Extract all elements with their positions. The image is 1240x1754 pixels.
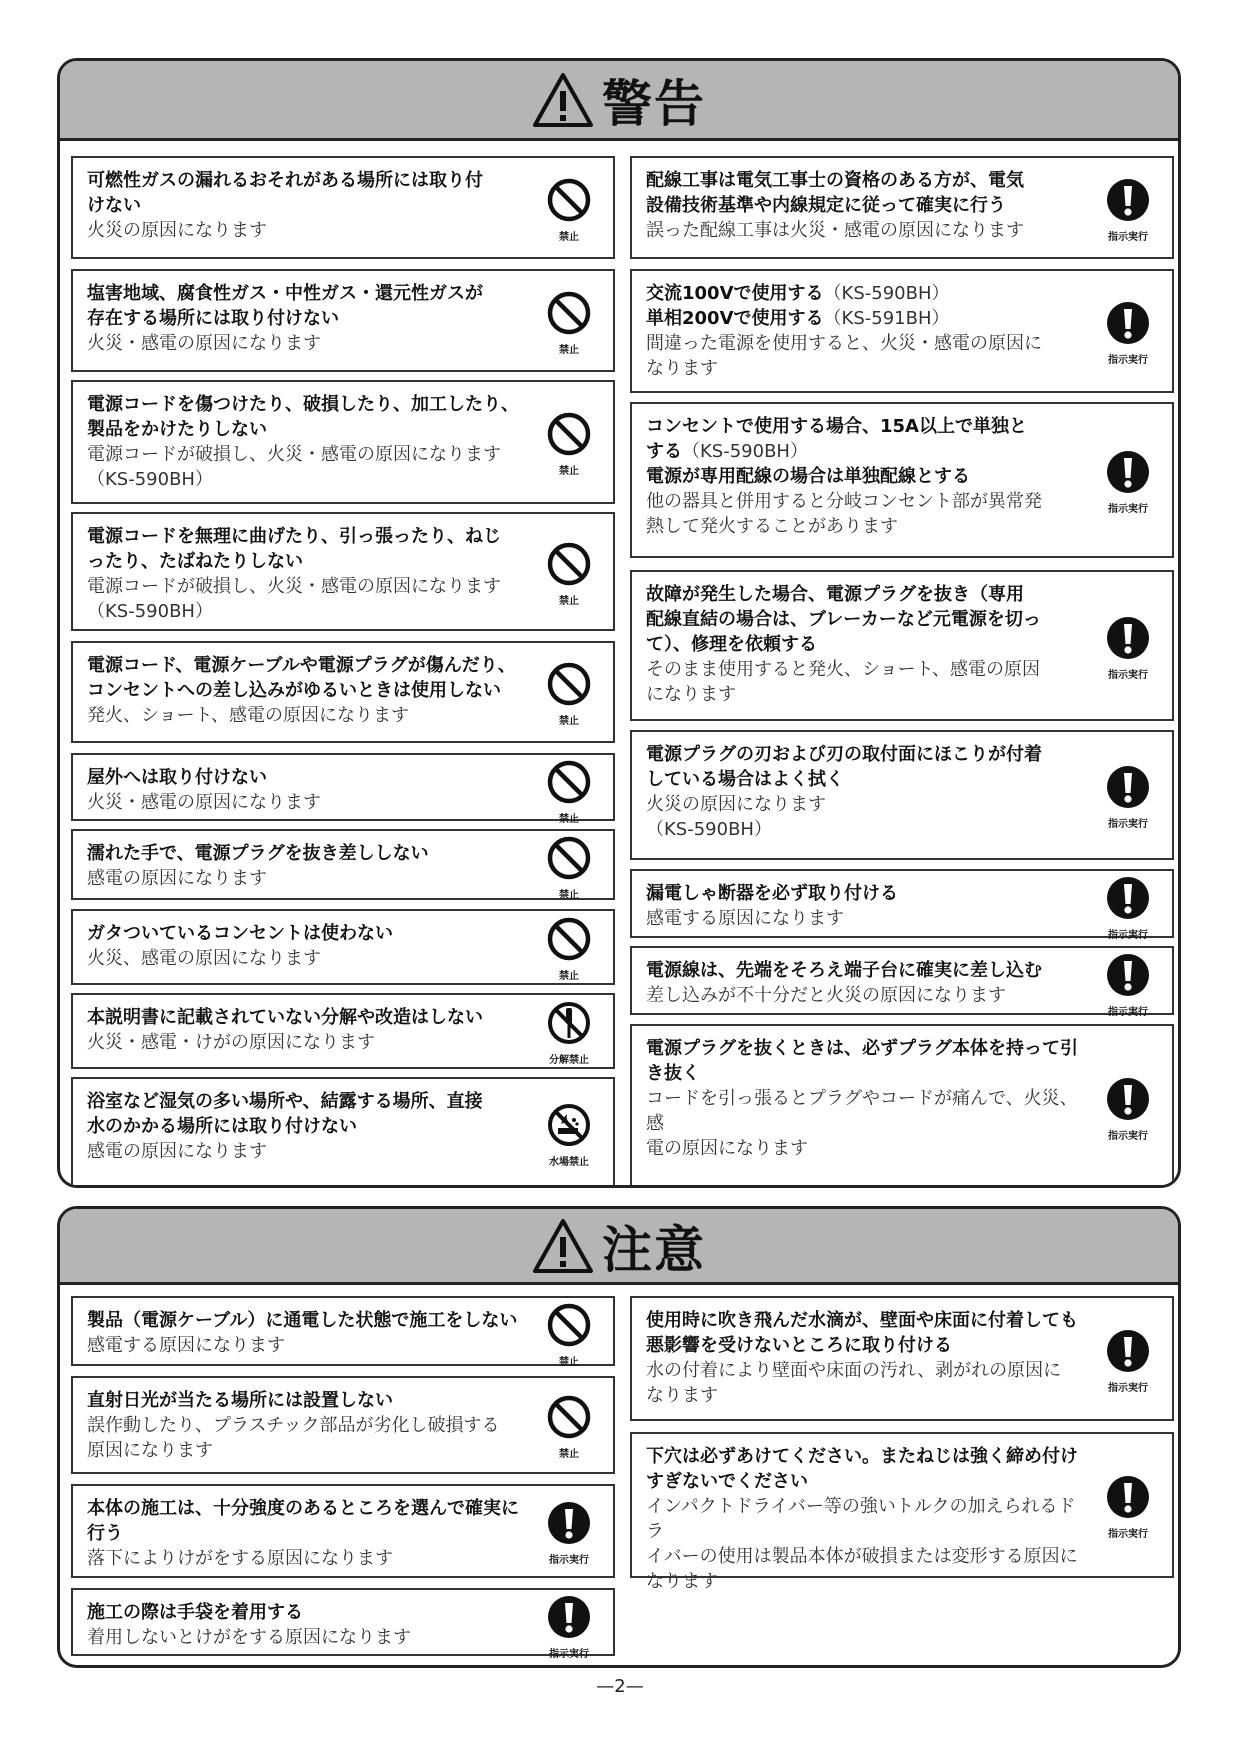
item-heading-text: している場合はよく拭く	[646, 769, 844, 790]
warning-item	[71, 829, 615, 900]
warning-item	[630, 156, 1174, 259]
symbol-label: 水場禁止	[549, 1156, 589, 1168]
instruction-icon	[1105, 615, 1151, 665]
item-text	[87, 168, 525, 243]
warning-item	[71, 753, 615, 825]
item-description: になります	[646, 684, 736, 705]
item-heading-text: 屋外へは取り付けない	[87, 767, 267, 788]
symbol-label: 分解禁止	[549, 1055, 589, 1066]
item-heading-text: 漏電しゃ断器を必ず取り付ける	[646, 883, 898, 904]
caution-header	[60, 1209, 1178, 1285]
instruction-icon	[1105, 449, 1151, 499]
prohibition-icon	[546, 661, 592, 711]
symbol-label: 禁止	[559, 466, 579, 477]
item-heading	[646, 1308, 1084, 1333]
item-text	[87, 841, 525, 891]
item-description: （KS-590BH）	[87, 469, 213, 490]
item-heading	[646, 1333, 1084, 1358]
item-description: 電の原因になります	[646, 1138, 808, 1159]
safety-symbol	[1098, 449, 1158, 515]
instruction-icon	[1105, 875, 1151, 925]
item-heading	[87, 1089, 525, 1114]
item-text	[646, 881, 1084, 931]
item-heading	[87, 1114, 525, 1139]
item-description: 火災、感電の原因になります	[87, 948, 321, 969]
symbol-label: 禁止	[559, 814, 579, 825]
item-description: なります	[646, 1385, 718, 1406]
item-description: 感電の原因になります	[87, 1141, 267, 1162]
safety-symbol	[1098, 875, 1158, 941]
item-heading-text: 悪影響を受けないところに取り付ける	[646, 1335, 952, 1356]
item-description: （KS-590BH）	[87, 601, 213, 622]
item-heading-text: 単相200Vで使用する	[646, 308, 824, 329]
warning-title: 警告	[602, 74, 706, 133]
item-heading-text: 存在する場所には取り付けない	[87, 308, 339, 329]
item-description: なります	[646, 358, 718, 379]
prohibition-icon	[546, 411, 592, 461]
item-description: なります	[646, 1571, 718, 1592]
item-description: 電源コードが破損し、火災・感電の原因になります	[87, 444, 501, 465]
warning-header	[60, 61, 1178, 141]
warning-item	[630, 402, 1174, 558]
item-heading	[87, 549, 525, 574]
warning-item	[630, 730, 1174, 860]
warning-item	[71, 512, 615, 631]
warning-item	[630, 946, 1174, 1018]
warning-item	[71, 269, 615, 372]
symbol-label: 禁止	[559, 1357, 579, 1368]
item-text	[87, 1089, 525, 1164]
item-heading	[646, 464, 1084, 489]
item-text	[646, 168, 1084, 243]
instruction-icon	[546, 1500, 592, 1550]
item-heading	[87, 1005, 525, 1030]
symbol-label: 禁止	[559, 890, 579, 901]
symbol-label: 指示実行	[1108, 504, 1148, 515]
item-description: 間違った電源を使用すると、火災・感電の原因に	[646, 333, 1042, 354]
item-description: 誤った配線工事は火災・感電の原因になります	[646, 220, 1024, 241]
warning-item	[71, 641, 615, 743]
safety-symbol	[1098, 1474, 1158, 1540]
item-heading-text: 施工の際は手袋を着用する	[87, 1602, 303, 1623]
item-heading-text: て）、修理を依頼する	[646, 634, 817, 655]
warning-item	[71, 909, 615, 985]
item-text	[87, 524, 525, 624]
item-heading-text: すぎないでください	[646, 1471, 808, 1492]
item-text	[87, 281, 525, 356]
item-description: （KS-590BH）	[646, 819, 772, 840]
item-heading-text: ガタついているコンセントは使わない	[87, 923, 393, 944]
item-heading	[646, 306, 1084, 331]
item-description: 発火、ショート、感電の原因になります	[87, 705, 410, 726]
warning-item	[630, 1296, 1174, 1421]
item-text	[87, 1496, 525, 1571]
item-description: 電源コードが破損し、火災・感電の原因になります	[87, 576, 501, 597]
instruction-icon	[1105, 300, 1151, 350]
item-description: 感電する原因になります	[646, 908, 844, 929]
item-text	[87, 1308, 525, 1358]
item-heading-text: 本体の施工は、十分強度のあるところを選んで確実に	[87, 1498, 519, 1519]
symbol-label: 禁止	[559, 971, 579, 982]
symbol-label: 指示実行	[549, 1555, 589, 1566]
page-number: —2—	[596, 1676, 644, 1697]
symbol-label: 指示実行	[549, 1649, 589, 1660]
item-heading-text: ったり、たばねたりしない	[87, 551, 303, 572]
safety-symbol	[1098, 177, 1158, 243]
item-description: そのまま使用すると発火、ショート、感電の原因	[646, 659, 1041, 680]
item-text	[646, 281, 1084, 381]
symbol-label: 指示実行	[1108, 1130, 1148, 1142]
item-heading-text: 使用時に吹き飛んだ水滴が、壁面や床面に付着しても	[646, 1310, 1078, 1331]
item-heading-text: コンセントで使用する場合、15A以上で単独と	[646, 416, 1027, 437]
item-heading	[87, 168, 525, 193]
warning-item	[71, 1484, 615, 1578]
item-heading	[646, 607, 1084, 632]
item-heading	[87, 417, 525, 442]
item-description: インパクトドライバー等の強いトルクの加えられるドラ	[646, 1496, 1076, 1542]
item-heading-text: 製品（電源ケーブル）に通電した状態で施工をしない	[87, 1310, 518, 1331]
item-heading	[646, 1036, 1084, 1061]
warning-item	[71, 1296, 615, 1366]
instruction-icon	[1105, 764, 1151, 814]
safety-symbol	[539, 290, 599, 356]
symbol-label: 指示実行	[1108, 1382, 1148, 1394]
item-text	[646, 1444, 1084, 1594]
item-description: 差し込みが不十分だと火災の原因になります	[646, 985, 1006, 1006]
item-text	[87, 653, 525, 728]
item-heading-text: 電源プラグの刃および刃の取付面にほこりが付着	[646, 744, 1042, 765]
safety-symbol	[1098, 300, 1158, 366]
prohibition-icon	[546, 916, 592, 966]
symbol-label: 指示実行	[1108, 819, 1148, 830]
item-heading-text: 直射日光が当たる場所には設置しない	[87, 1390, 393, 1411]
item-heading	[646, 1444, 1084, 1469]
item-text	[646, 582, 1084, 707]
item-description: 水の付着により壁面や床面の汚れ、剥がれの原因に	[646, 1360, 1062, 1381]
safety-symbol	[539, 916, 599, 982]
caution-title: 注意	[602, 1220, 706, 1279]
safety-symbol	[539, 177, 599, 243]
item-heading-text: する	[646, 441, 682, 462]
item-heading	[646, 414, 1084, 439]
item-heading-text: 濡れた手で、電源プラグを抜き差ししない	[87, 843, 429, 864]
instruction-icon	[1105, 952, 1151, 1002]
warning-item	[71, 1376, 615, 1474]
item-heading	[87, 1308, 525, 1333]
caution-section	[57, 1206, 1181, 1668]
safety-symbol	[1098, 1328, 1158, 1394]
warning-item	[630, 1024, 1174, 1188]
prohibition-icon	[546, 177, 592, 227]
item-heading-text: 浴室など湿気の多い場所や、結露する場所、直接	[87, 1091, 483, 1112]
item-text	[87, 921, 525, 971]
warning-item	[71, 1588, 615, 1660]
symbol-label: 禁止	[559, 231, 579, 243]
item-text	[646, 1036, 1084, 1161]
safety-symbol	[539, 759, 599, 825]
safety-symbol	[539, 661, 599, 727]
item-heading-text: き抜く	[646, 1063, 700, 1084]
prohibition-icon	[546, 1394, 592, 1444]
item-heading	[646, 1061, 1084, 1086]
item-description: 火災・感電・けがの原因になります	[87, 1032, 375, 1053]
safety-symbol	[539, 1394, 599, 1460]
model-note: （KS-590BH）	[823, 283, 950, 304]
item-heading-text: コンセントへの差し込みがゆるいときは使用しない	[87, 680, 501, 701]
item-description: 落下によりけがをする原因になります	[87, 1548, 393, 1569]
item-heading-text: 配線直結の場合は、ブレーカーなど元電源を切っ	[646, 609, 1041, 630]
safety-symbol	[539, 411, 599, 477]
item-heading	[646, 168, 1084, 193]
item-description: 原因になります	[87, 1440, 213, 1461]
safety-symbol	[539, 1500, 599, 1566]
prohibition-icon	[546, 759, 592, 809]
item-heading-text: 電源プラグを抜くときは、必ずプラグ本体を持って引	[646, 1038, 1078, 1059]
safety-symbol	[539, 1000, 599, 1066]
item-description: 火災・感電の原因になります	[87, 792, 321, 813]
warning-item	[630, 269, 1174, 393]
item-heading-text: 電源線は、先端をそろえ端子台に確実に差し込む	[646, 960, 1042, 981]
item-heading	[646, 632, 1084, 657]
no-water-icon	[546, 1102, 592, 1152]
item-heading	[87, 765, 525, 790]
item-heading	[87, 1496, 525, 1521]
item-description: 感電の原因になります	[87, 868, 267, 889]
safety-symbol	[539, 1594, 599, 1660]
item-heading-text: 配線工事は電気工事士の資格のある方が、電気	[646, 170, 1024, 191]
item-heading-text: 設備技術基準や内線規定に従って確実に行う	[646, 195, 1006, 216]
item-heading-text: 下穴は必ずあけてください。またねじは強く締め付け	[646, 1446, 1078, 1467]
item-text	[646, 742, 1084, 842]
item-heading	[87, 1600, 525, 1625]
warning-triangle-icon	[532, 72, 594, 128]
safety-symbol	[539, 1302, 599, 1368]
item-description: イバーの使用は製品本体が破損または変形する原因に	[646, 1546, 1078, 1567]
prohibition-icon	[546, 290, 592, 340]
warning-item	[71, 380, 615, 504]
item-heading	[87, 841, 525, 866]
item-text	[87, 392, 525, 492]
item-heading	[87, 678, 525, 703]
model-note: （KS-590BH）	[682, 441, 808, 462]
prohibition-icon	[546, 541, 592, 591]
symbol-label: 指示実行	[1108, 355, 1148, 366]
item-heading-text: 本説明書に記載されていない分解や改造はしない	[87, 1007, 483, 1028]
prohibition-icon	[546, 1302, 592, 1352]
item-description: 熱して発火することがあります	[646, 516, 898, 537]
item-description: 火災の原因になります	[87, 220, 267, 241]
model-note: （KS-591BH）	[823, 308, 950, 329]
safety-symbol	[1098, 952, 1158, 1018]
item-heading	[646, 582, 1084, 607]
symbol-label: 禁止	[559, 716, 579, 727]
symbol-label: 指示実行	[1108, 1007, 1148, 1018]
symbol-label: 禁止	[559, 1449, 579, 1460]
warning-item	[630, 570, 1174, 721]
item-heading-text: 塩害地域、腐食性ガス・中性ガス・還元性ガスが	[87, 283, 483, 304]
item-text	[87, 765, 525, 815]
item-heading	[646, 742, 1084, 767]
item-heading-text: 行う	[87, 1523, 123, 1544]
item-heading-text: 故障が発生した場合、電源プラグを抜き（専用	[646, 584, 1024, 605]
item-heading	[646, 958, 1084, 983]
item-heading-text: 可燃性ガスの漏れるおそれがある場所には取り付	[87, 170, 483, 191]
instruction-icon	[1105, 1474, 1151, 1524]
caution-triangle-icon	[532, 1218, 594, 1274]
item-description: 火災・感電の原因になります	[87, 333, 321, 354]
safety-symbol	[1098, 764, 1158, 830]
item-text	[87, 1388, 525, 1463]
item-description: 着用しないとけがをする原因になります	[87, 1627, 411, 1648]
safety-symbol	[539, 1102, 599, 1168]
safety-symbol	[539, 541, 599, 607]
instruction-icon	[1105, 177, 1151, 227]
warning-item	[630, 869, 1174, 941]
item-heading-text: 水のかかる場所には取り付けない	[87, 1116, 357, 1137]
item-heading	[646, 439, 1084, 464]
item-heading	[87, 524, 525, 549]
warning-item	[71, 156, 615, 259]
safety-symbol	[1098, 1076, 1158, 1142]
instruction-icon	[1105, 1076, 1151, 1126]
warning-item	[71, 1077, 615, 1188]
item-heading-text: 製品をかけたりしない	[87, 419, 267, 440]
item-heading-text: 電源コードを無理に曲げたり、引っ張ったり、ねじ	[87, 526, 501, 547]
warning-item	[71, 993, 615, 1069]
symbol-label: 指示実行	[1108, 1529, 1148, 1540]
symbol-label: 禁止	[559, 344, 579, 356]
item-heading	[646, 767, 1084, 792]
item-heading	[87, 1521, 525, 1546]
instruction-icon	[1105, 1328, 1151, 1378]
symbol-label: 指示実行	[1108, 231, 1148, 243]
item-heading-text: 電源が専用配線の場合は単独配線とする	[646, 466, 970, 487]
prohibition-icon	[546, 835, 592, 885]
warning-section	[57, 58, 1181, 1188]
item-text	[87, 1600, 525, 1650]
safety-symbol	[539, 835, 599, 901]
item-text	[646, 1308, 1084, 1408]
instruction-icon	[546, 1594, 592, 1644]
warning-item	[630, 1432, 1174, 1592]
item-heading	[87, 392, 525, 417]
item-heading	[646, 881, 1084, 906]
item-description: 誤作動したり、プラスチック部品が劣化し破損する	[87, 1415, 500, 1436]
item-description: コードを引っ張るとプラグやコードが痛んで、火災、感	[646, 1088, 1078, 1134]
item-heading-text: 交流100Vで使用する	[646, 283, 824, 304]
item-heading	[646, 281, 1084, 306]
item-description: 他の器具と併用すると分岐コンセント部が異常発	[646, 491, 1042, 512]
item-heading	[646, 1469, 1084, 1494]
item-heading-text: 電源コードを傷つけたり、破損したり、加工したり、	[87, 394, 519, 415]
item-text	[646, 958, 1084, 1008]
no-disassembly-icon	[546, 1000, 592, 1050]
safety-symbol	[1098, 615, 1158, 681]
item-description: 火災の原因になります	[646, 794, 826, 815]
item-heading	[87, 1388, 525, 1413]
item-text	[87, 1005, 525, 1055]
item-heading	[87, 281, 525, 306]
item-heading	[87, 653, 525, 678]
item-heading-text: 電源コード、電源ケーブルや電源プラグが傷んだり、	[87, 655, 516, 676]
item-heading	[87, 193, 525, 218]
item-heading-text: けない	[87, 195, 141, 216]
item-heading	[646, 193, 1084, 218]
item-heading	[87, 921, 525, 946]
symbol-label: 指示実行	[1108, 669, 1148, 681]
item-description: 感電する原因になります	[87, 1335, 285, 1356]
symbol-label: 禁止	[559, 595, 579, 607]
item-text	[646, 414, 1084, 539]
item-heading	[87, 306, 525, 331]
symbol-label: 指示実行	[1108, 930, 1148, 941]
